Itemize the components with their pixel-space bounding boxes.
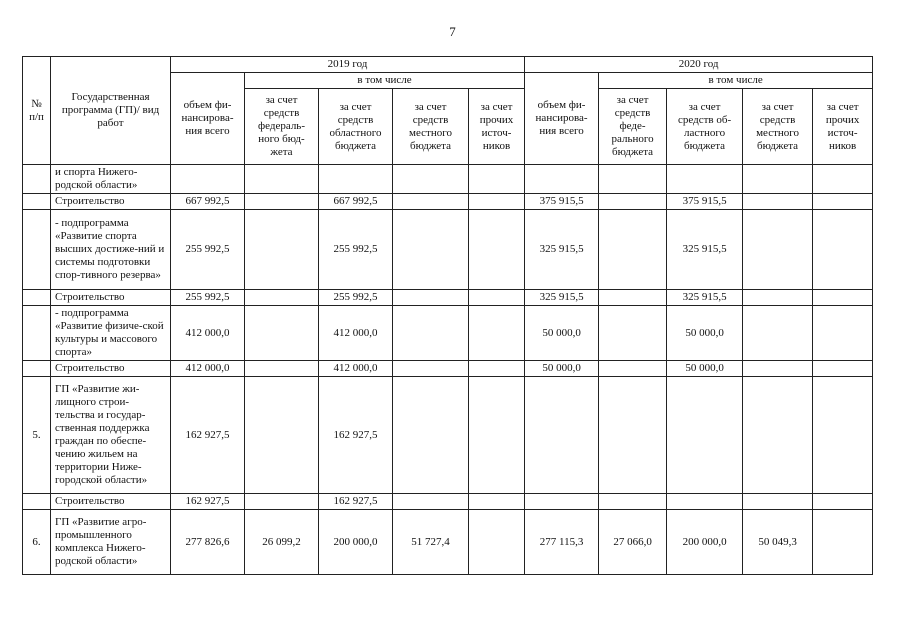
- value-cell: [393, 194, 469, 210]
- table-row: [23, 165, 873, 194]
- header-federal-2020: за счет средств феде-рального бюджета: [599, 89, 667, 165]
- value-cell: 51 727,4: [393, 510, 469, 575]
- header-regional-2019: за счет средств областного бюджета: [319, 89, 393, 165]
- row-number: 6.: [23, 510, 51, 575]
- value-cell: 50 000,0: [667, 306, 743, 361]
- value-cell: [813, 306, 873, 361]
- header-local-2020: за счет средств местного бюджета: [743, 89, 813, 165]
- value-cell: 27 066,0: [599, 510, 667, 575]
- value-cell: [393, 377, 469, 494]
- value-cell: [469, 494, 525, 510]
- value-cell: [743, 194, 813, 210]
- header-other-2019: за счет прочих источ-ников: [469, 89, 525, 165]
- table-row: [23, 494, 873, 510]
- value-cell: [599, 494, 667, 510]
- value-cell: [599, 194, 667, 210]
- value-cell: [599, 165, 667, 194]
- value-cell: 412 000,0: [319, 306, 393, 361]
- value-cell: 50 000,0: [525, 361, 599, 377]
- table-body: [23, 165, 873, 575]
- value-cell: [813, 194, 873, 210]
- value-cell: 200 000,0: [667, 510, 743, 575]
- value-cell: 255 992,5: [319, 210, 393, 290]
- header-total-2019: объем фи-нансирова-ния всего: [171, 73, 245, 165]
- value-cell: [393, 210, 469, 290]
- value-cell: 50 049,3: [743, 510, 813, 575]
- value-cell: 26 099,2: [245, 510, 319, 575]
- row-name: Строительство: [51, 290, 171, 306]
- row-name: Строительство: [51, 494, 171, 510]
- value-cell: [599, 361, 667, 377]
- value-cell: 667 992,5: [171, 194, 245, 210]
- financing-table: [22, 56, 873, 575]
- value-cell: [813, 377, 873, 494]
- value-cell: 255 992,5: [171, 210, 245, 290]
- value-cell: 162 927,5: [319, 377, 393, 494]
- value-cell: [813, 361, 873, 377]
- value-cell: 412 000,0: [171, 361, 245, 377]
- table-row: [23, 510, 873, 575]
- value-cell: [469, 210, 525, 290]
- value-cell: [245, 494, 319, 510]
- value-cell: [245, 210, 319, 290]
- value-cell: [667, 377, 743, 494]
- value-cell: [469, 377, 525, 494]
- value-cell: [813, 510, 873, 575]
- value-cell: [599, 377, 667, 494]
- value-cell: [525, 494, 599, 510]
- header-year-2019: 2019 год: [171, 57, 525, 73]
- value-cell: 325 915,5: [667, 210, 743, 290]
- header-program: Государственная программа (ГП)/ вид работ: [51, 57, 171, 165]
- value-cell: 200 000,0: [319, 510, 393, 575]
- value-cell: [245, 194, 319, 210]
- value-cell: [469, 165, 525, 194]
- row-number: [23, 210, 51, 290]
- value-cell: [743, 494, 813, 510]
- row-number: [23, 494, 51, 510]
- value-cell: [245, 290, 319, 306]
- row-number: [23, 306, 51, 361]
- value-cell: 375 915,5: [525, 194, 599, 210]
- value-cell: [667, 494, 743, 510]
- value-cell: [393, 165, 469, 194]
- value-cell: 162 927,5: [171, 494, 245, 510]
- header-local-2019: за счет средств местного бюджета: [393, 89, 469, 165]
- value-cell: [525, 165, 599, 194]
- value-cell: [245, 165, 319, 194]
- value-cell: 162 927,5: [171, 377, 245, 494]
- header-year-2020: 2020 год: [525, 57, 873, 73]
- table-row: [23, 306, 873, 361]
- value-cell: [813, 494, 873, 510]
- value-cell: [469, 306, 525, 361]
- value-cell: 50 000,0: [525, 306, 599, 361]
- row-name: Строительство: [51, 194, 171, 210]
- value-cell: [813, 165, 873, 194]
- value-cell: [743, 306, 813, 361]
- row-number: [23, 165, 51, 194]
- value-cell: [393, 290, 469, 306]
- row-name: ГП «Развитие агро-промышленного комплекса Нижего-родской области»: [51, 510, 171, 575]
- value-cell: 325 915,5: [525, 210, 599, 290]
- value-cell: 375 915,5: [667, 194, 743, 210]
- value-cell: 255 992,5: [171, 290, 245, 306]
- value-cell: [469, 290, 525, 306]
- page-number: 7: [449, 24, 456, 39]
- header-federal-2019: за счет средств федераль-ного бюд-жета: [245, 89, 319, 165]
- value-cell: [171, 165, 245, 194]
- row-number: [23, 361, 51, 377]
- row-number: [23, 290, 51, 306]
- value-cell: 412 000,0: [319, 361, 393, 377]
- row-name: ГП «Развитие жи-лищного строи-тельства и государ-ственная поддержка граждан по обеспе-чению жильем на территории Ниже-городской области»: [51, 377, 171, 494]
- value-cell: [393, 361, 469, 377]
- value-cell: [743, 210, 813, 290]
- row-name: - подпрограмма «Развитие спорта высших достиже-ний и системы подготовки спор-тивного резерва»: [51, 210, 171, 290]
- value-cell: 667 992,5: [319, 194, 393, 210]
- value-cell: [319, 165, 393, 194]
- value-cell: 50 000,0: [667, 361, 743, 377]
- value-cell: [743, 165, 813, 194]
- value-cell: [743, 361, 813, 377]
- header-including-2019: в том числе: [245, 73, 525, 89]
- value-cell: [245, 377, 319, 494]
- table-row: [23, 377, 873, 494]
- value-cell: [469, 510, 525, 575]
- row-name: Строительство: [51, 361, 171, 377]
- value-cell: [813, 210, 873, 290]
- value-cell: 277 826,6: [171, 510, 245, 575]
- value-cell: [667, 165, 743, 194]
- value-cell: 255 992,5: [319, 290, 393, 306]
- table-row: [23, 361, 873, 377]
- value-cell: [743, 290, 813, 306]
- value-cell: [599, 210, 667, 290]
- value-cell: [469, 361, 525, 377]
- row-name: - подпрограмма «Развитие физиче-ской культуры и массового спорта»: [51, 306, 171, 361]
- value-cell: 325 915,5: [525, 290, 599, 306]
- value-cell: 277 115,3: [525, 510, 599, 575]
- table-row: [23, 194, 873, 210]
- header-other-2020: за счет прочих источ-ников: [813, 89, 873, 165]
- row-number: [23, 194, 51, 210]
- table-row: [23, 210, 873, 290]
- value-cell: [245, 306, 319, 361]
- value-cell: [813, 290, 873, 306]
- value-cell: [525, 377, 599, 494]
- value-cell: [469, 194, 525, 210]
- header-regional-2020: за счет средств об-ластного бюджета: [667, 89, 743, 165]
- header-no: № п/п: [23, 57, 51, 165]
- row-name: и спорта Нижего-родской области»: [51, 165, 171, 194]
- value-cell: 412 000,0: [171, 306, 245, 361]
- table-row: [23, 290, 873, 306]
- row-number: 5.: [23, 377, 51, 494]
- header-total-2020: объем фи-нансирова-ния всего: [525, 73, 599, 165]
- value-cell: [393, 494, 469, 510]
- value-cell: [743, 377, 813, 494]
- value-cell: [393, 306, 469, 361]
- value-cell: 325 915,5: [667, 290, 743, 306]
- value-cell: 162 927,5: [319, 494, 393, 510]
- value-cell: [245, 361, 319, 377]
- value-cell: [599, 290, 667, 306]
- value-cell: [599, 306, 667, 361]
- header-including-2020: в том числе: [599, 73, 873, 89]
